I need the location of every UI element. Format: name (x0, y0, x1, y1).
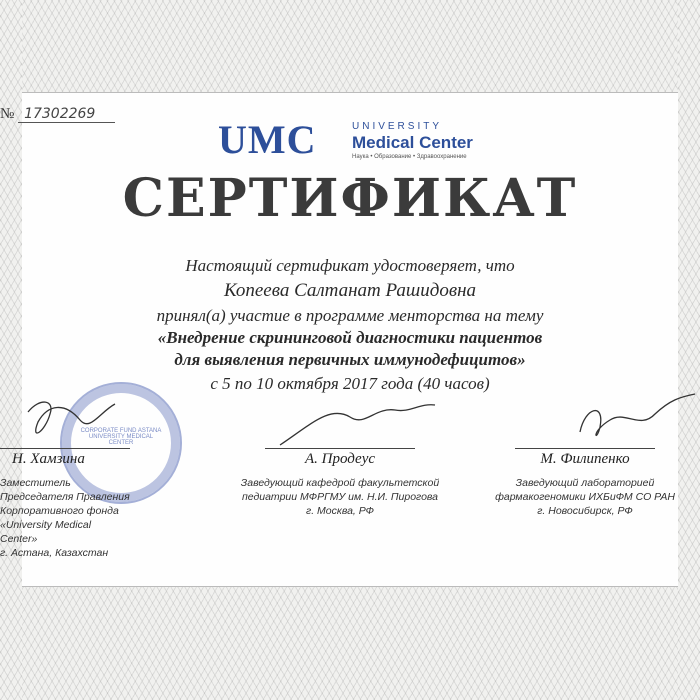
signer-name: А. Продеус (304, 451, 376, 467)
role-line: «University Medical Center» (0, 519, 92, 545)
intro-text: Настоящий сертификат удостоверяет, что (185, 256, 515, 275)
role-line: Корпоративного фонда (0, 505, 119, 517)
logo-medical-center-text: Medical Center (352, 133, 473, 152)
role-line: г. Москва, РФ (306, 505, 374, 517)
signature-prodeus (270, 395, 440, 455)
role-line: Заместитель (0, 477, 71, 489)
signer-khamzina (0, 448, 130, 560)
recipient-name: Копеева Салтанат Рашидовна (223, 280, 477, 301)
number-prefix: № (0, 106, 15, 122)
stamp-text: CORPORATE FUND ASTANA UNIVERSITY MEDICAL CENTER (80, 428, 162, 446)
signer-role (0, 476, 130, 560)
umc-logo (218, 118, 478, 166)
certificate-title: СЕРТИФИКАТ (122, 168, 578, 229)
signature-line (0, 448, 130, 449)
participation-text: принял(а) участие в программе менторства на тему (156, 306, 544, 325)
role-line: Председателя Правления (0, 491, 130, 503)
logo-university-text: UNIVERSITY (352, 121, 443, 132)
number-value: 17302269 (18, 106, 115, 123)
signer-role (485, 476, 685, 518)
signature-khamzina (20, 392, 130, 452)
signer-name: Н. Хамзина (12, 451, 85, 467)
guilloche-border-top (0, 0, 700, 92)
program-dates: с 5 по 10 октября 2017 года (40 часов) (210, 374, 490, 393)
certificate-number (0, 106, 115, 123)
role-line: фармакогеномики ИХБиФМ СО РАН (495, 491, 675, 503)
role-line: педиатрии МФРГМУ им. Н.И. Пирогова (241, 491, 439, 503)
topic-line-2: для выявления первичных иммунодефицитов» (174, 350, 526, 369)
signer-role (215, 476, 465, 518)
logo-umc-text: UMC (218, 117, 317, 162)
signer-filipenko (485, 448, 685, 518)
role-line: г. Астана, Казахстан (0, 547, 109, 559)
signer-name: М. Филипенко (540, 451, 630, 467)
role-line: Заведующий кафедрой факультетской (240, 477, 440, 489)
role-line: г. Новосибирск, РФ (537, 505, 633, 517)
signature-line (515, 448, 655, 449)
role-line: Заведующий лабораторией (515, 477, 655, 489)
signature-line (265, 448, 415, 449)
logo-tagline: Наука • Образование • Здравоохранение (352, 154, 467, 160)
guilloche-border-bottom (0, 585, 700, 700)
signer-prodeus (215, 448, 465, 518)
signature-filipenko (560, 392, 700, 452)
topic-line-1: «Внедрение скрининговой диагностики пациентов (157, 328, 543, 347)
